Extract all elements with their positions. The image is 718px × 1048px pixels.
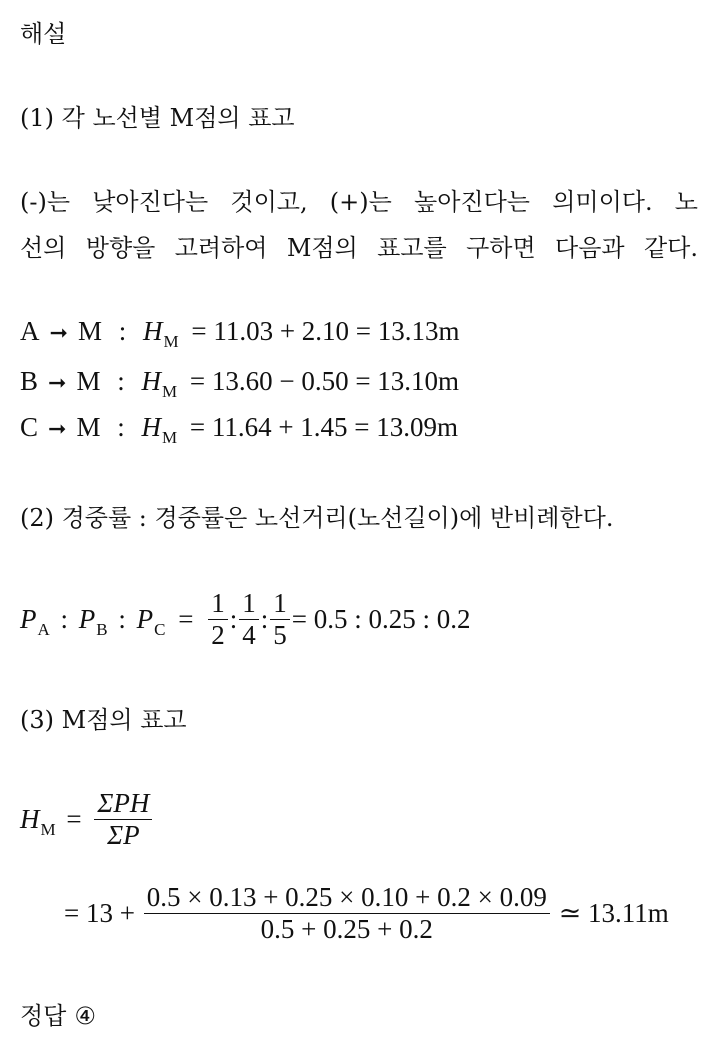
route-end-point: M [77,316,102,346]
route-equation-b: B ➞ M : $H_M = 13.60 - 0.50 = 13.10m$ [20,366,460,401]
page-title: 해설 [20,20,67,48]
route-end-point: M [76,366,101,396]
final-elevation-value: ≃ 13.11m [558,897,669,928]
fraction-one-fifth: $\frac{1}{5}$ [270,588,290,651]
fraction-one-half: $\frac{1}{2}$ [208,588,228,651]
route-equation-a: A ➞ M : $H_M = 11.03 + 2.10 = 13.13m$ [20,316,460,351]
section3-heading: (3) M점의 표고 [20,706,187,734]
route-start-point: A [20,316,40,346]
answer-label: 정답 [20,1002,67,1030]
weighted-mean-fraction: $\frac{0.5 \times 0.13 + 0.25 \times 0.10 + 0.2 \times 0.09}{0.5 + 0.25 + 0.2}$ [144,882,550,945]
route-end-point: M [76,412,101,442]
arrow-icon: ➞ [48,370,67,395]
weight-ratio-formula: $P_A$ : $P_B$ : $P_C$ = $\frac{1}{2}$ : $\frac{1}{4}$ : $\frac{1}{5}$ = 0.5 : 0.25 : 0.2 [20,588,471,651]
height-variable: H [141,366,161,396]
route-expression: = 11.64 + 1.45 = 13.09m [189,412,459,442]
sum-ph-over-sum-p: $\frac{\text{ΣPH}}{\Sigma P}$ [94,788,152,851]
route-expression: = 13.60 − 0.50 = 13.10m [189,366,460,396]
arrow-icon: ➞ [48,416,67,441]
route-start-point: B [20,366,39,396]
height-variable: H [141,412,161,442]
route-expression: = 11.03 + 2.10 = 13.13m [191,316,460,346]
section2-heading: (2) 경중률 : 경중률은 노선거리(노선길이)에 반비례한다. [20,504,614,532]
section1-paragraph-line1: (-)는 낮아진다는 것이고, (+)는 높아진다는 의미이다. 노 [20,188,698,216]
section1-heading: (1) 각 노선별 M점의 표고 [20,104,295,132]
route-start-point: C [20,412,39,442]
weighted-mean-formula: $H_M$ = $\frac{\text{ΣPH}}{\Sigma P}$ [20,790,154,853]
route-equation-c: C ➞ M : $H_M = 11.64 + 1.45 = 13.09m$ [20,412,459,447]
answer-choice: ④ [74,1002,96,1030]
fraction-one-quarter: $\frac{1}{4}$ [239,588,259,651]
weighted-mean-calculation: = 13 + $\frac{0.5 \times 0.13 + 0.25 \times 0.10 + 0.2 \times 0.09}{0.5 + 0.25 + 0.2}$ ≃ 13.11m [64,882,669,945]
arrow-icon: ➞ [49,320,68,345]
section1-paragraph-line2: 선의 방향을 고려하여 M점의 표고를 구하면 다음과 같다. [20,234,698,262]
height-variable: H [142,316,163,346]
weight-ratio-result: = 0.5 : 0.25 : 0.2 [291,603,471,634]
answer-line [20,1004,96,1028]
